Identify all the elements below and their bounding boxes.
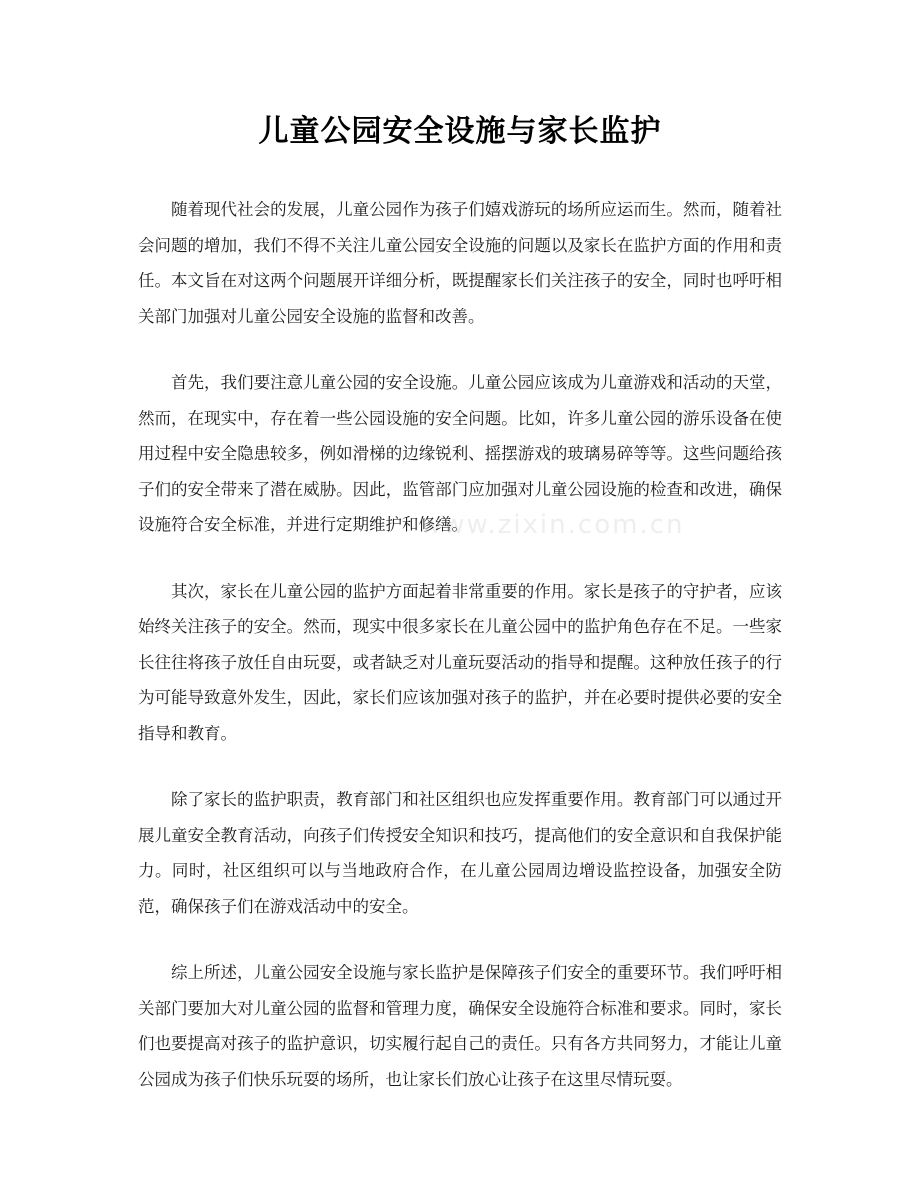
paragraph-1: 随着现代社会的发展，儿童公园作为孩子们嬉戏游玩的场所应运而生。然而，随着社会问题的增加，我们不得不关注儿童公园安全设施的问题以及家长在监护方面的作用和责任。本文旨在对这两个问题展开详细分析，既提醒家长们关注孩子的安全，同时也呼吁相关部门加强对儿童公园安全设施的监督和改善。 [138, 200, 782, 326]
paragraph-5: 综上所述，儿童公园安全设施与家长监护是保障孩子们安全的重要环节。我们呼吁相关部门要加大对儿童公园的监督和管理力度，确保安全设施符合标准和要求。同时，家长们也要提高对孩子的监护意识，切实履行起自己的责任。只有各方共同努力，才能让儿童公园成为孩子们快乐玩耍的场所，也让家长们放心让孩子在这里尽情玩耍。 [138, 963, 782, 1089]
paragraph-2: 首先，我们要注意儿童公园的安全设施。儿童公园应该成为儿童游戏和活动的天堂，然而，在现实中，存在着一些公园设施的安全问题。比如，许多儿童公园的游乐设备在使用过程中安全隐患较多，例如滑梯的边缘锐利、摇摆游戏的玻璃易碎等等。这些问题给孩子们的安全带来了潜在威胁。因此，监管部门应加强对儿童公园设施的检查和改进，确保设施符合安全标准，并进行定期维护和修缮。 [138, 373, 782, 534]
document-title: 儿童公园安全设施与家长监护 [258, 114, 662, 149]
paragraph-4: 除了家长的监护职责，教育部门和社区组织也应发挥重要作用。教育部门可以通过开展儿童安全教育活动，向孩子们传授安全知识和技巧，提高他们的安全意识和自我保护能力。同时，社区组织可以与当地政府合作，在儿童公园周边增设监控设备，加强安全防范，确保孩子们在游戏活动中的安全。 [138, 790, 782, 916]
document-body [138, 192, 782, 1097]
watermark: www.zixin.com.cn [420, 510, 685, 540]
paragraph-3: 其次，家长在儿童公园的监护方面起着非常重要的作用。家长是孩子的守护者，应该始终关注孩子的安全。然而，现实中很多家长在儿童公园中的监护角色存在不足。一些家长往往将孩子放任自由玩耍，或者缺乏对儿童玩耍活动的指导和提醒。这种放任孩子的行为可能导致意外发生，因此，家长们应该加强对孩子的监护，并在必要时提供必要的安全指导和教育。 [138, 581, 782, 743]
